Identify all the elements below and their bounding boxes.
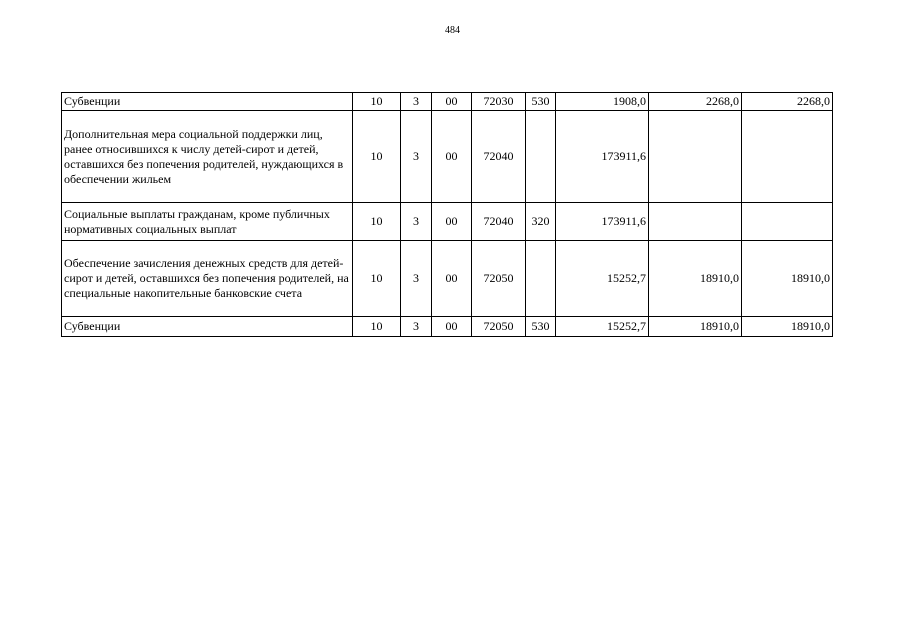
amount-2: 18910,0 — [649, 241, 742, 317]
expense-type-code — [526, 241, 556, 317]
table-row — [62, 203, 833, 241]
target-article-code: 72040 — [472, 111, 526, 203]
target-article-code: 72040 — [472, 203, 526, 241]
amount-2: 18910,0 — [649, 317, 742, 337]
amount-3 — [742, 111, 833, 203]
section-code: 10 — [353, 93, 401, 111]
section-code: 10 — [353, 111, 401, 203]
program-code: 00 — [432, 111, 472, 203]
table-row — [62, 317, 833, 337]
subsection-code: 3 — [401, 241, 432, 317]
target-article-code: 72050 — [472, 317, 526, 337]
row-name: Субвенции — [62, 93, 353, 111]
budget-table — [61, 92, 833, 337]
amount-1: 15252,7 — [556, 317, 649, 337]
amount-2 — [649, 111, 742, 203]
amount-1: 15252,7 — [556, 241, 649, 317]
amount-1: 173911,6 — [556, 203, 649, 241]
amount-3 — [742, 203, 833, 241]
target-article-code: 72030 — [472, 93, 526, 111]
section-code: 10 — [353, 241, 401, 317]
program-code: 00 — [432, 241, 472, 317]
subsection-code: 3 — [401, 203, 432, 241]
amount-3: 18910,0 — [742, 317, 833, 337]
amount-2: 2268,0 — [649, 93, 742, 111]
expense-type-code: 320 — [526, 203, 556, 241]
table-row — [62, 93, 833, 111]
section-code: 10 — [353, 203, 401, 241]
page-number: 484 — [445, 25, 460, 36]
expense-type-code — [526, 111, 556, 203]
program-code: 00 — [432, 93, 472, 111]
subsection-code: 3 — [401, 111, 432, 203]
row-name: Дополнительная мера социальной поддержки лиц, ранее относившихся к числу детей-сирот и детей, оставшихся без попечения родителей, нуждающихся в обеспечении жильем — [62, 111, 353, 203]
subsection-code: 3 — [401, 317, 432, 337]
amount-1: 1908,0 — [556, 93, 649, 111]
row-name: Субвенции — [62, 317, 353, 337]
row-name: Обеспечение зачисления денежных средств для детей-сирот и детей, оставшихся без попечения родителей, на специальные накопительные банковские счета — [62, 241, 353, 317]
amount-3: 2268,0 — [742, 93, 833, 111]
expense-type-code: 530 — [526, 317, 556, 337]
target-article-code: 72050 — [472, 241, 526, 317]
table-row — [62, 111, 833, 203]
amount-3: 18910,0 — [742, 241, 833, 317]
expense-type-code: 530 — [526, 93, 556, 111]
amount-2 — [649, 203, 742, 241]
section-code: 10 — [353, 317, 401, 337]
table-row — [62, 241, 833, 317]
program-code: 00 — [432, 203, 472, 241]
subsection-code: 3 — [401, 93, 432, 111]
amount-1: 173911,6 — [556, 111, 649, 203]
row-name: Социальные выплаты гражданам, кроме публичных нормативных социальных выплат — [62, 203, 353, 241]
program-code: 00 — [432, 317, 472, 337]
